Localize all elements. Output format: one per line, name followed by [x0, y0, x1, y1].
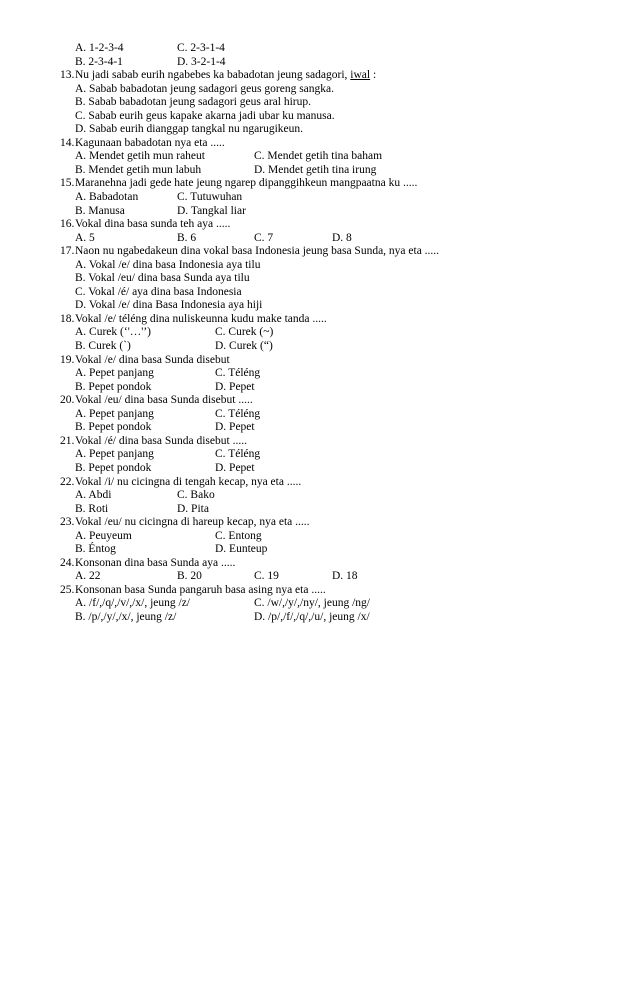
- question-19: [0, 354, 638, 395]
- question-text-main: Nu jadi sabab eurih ngabebes ka babadotan jeung sadagori,: [75, 69, 351, 82]
- answer-option: C. /w/,/y/,/ny/, jeung /ng/: [254, 597, 370, 610]
- answer-option: A. Mendet getih mun raheut: [75, 150, 205, 163]
- answer-option: A. Babadotan: [75, 191, 139, 204]
- answer-option: A. 5: [75, 231, 95, 244]
- question-text-main: Vokal /eu/ dina basa Sunda disebut .....: [75, 394, 253, 407]
- question-number: 14.: [60, 136, 75, 149]
- option-row: [0, 56, 638, 70]
- option-row: [0, 448, 638, 462]
- question-text-end: :: [370, 69, 377, 82]
- option-row: [0, 205, 638, 219]
- answer-option: B. Manusa: [75, 204, 125, 217]
- option-row: [0, 543, 638, 557]
- answer-option: A. Vokal /e/ dina basa Indonesia aya tilu: [75, 258, 261, 271]
- answer-option: D. Tangkal liar: [177, 204, 246, 217]
- question-text: [75, 354, 230, 368]
- question-text: [75, 69, 376, 83]
- question-number: 15.: [60, 177, 75, 190]
- answer-option: C. 7: [254, 231, 274, 244]
- question-16: [0, 218, 638, 245]
- question-17: [0, 245, 638, 313]
- answer-option: B. Roti: [75, 502, 109, 515]
- question-text: [75, 557, 235, 571]
- question-stem: [0, 557, 638, 571]
- question-number: 16.: [60, 218, 75, 231]
- answer-option: C. Téléng: [215, 407, 261, 420]
- question-text: [75, 435, 247, 449]
- question-stem: [0, 516, 638, 530]
- option-row: [0, 110, 638, 124]
- answer-option: A. Sabab babadotan jeung sadagori geus goreng sangka.: [75, 82, 334, 95]
- answer-option: C. Sabab eurih geus kapake akarna jadi ubar ku manusa.: [75, 109, 335, 122]
- question-text-main: Vokal /i/ nu cicingna di tengah kecap, nya eta .....: [75, 475, 302, 488]
- question-text-main: Maranehna jadi gede hate jeung ngarep dipanggihkeun mangpaatna ku .....: [75, 177, 418, 190]
- answer-option: A. 1-2-3-4: [75, 42, 124, 54]
- option-row: [0, 462, 638, 476]
- answer-option: D. /p/,/f/,/q/,/u/, jeung /x/: [254, 610, 370, 623]
- question-25: [0, 584, 638, 625]
- option-row: [0, 191, 638, 205]
- question-stem: [0, 69, 638, 83]
- question-stem: [0, 313, 638, 327]
- question-text: [75, 137, 225, 151]
- question-21: [0, 435, 638, 476]
- option-row: [0, 96, 638, 110]
- question-text: [75, 394, 253, 408]
- answer-option: A. Peuyeum: [75, 529, 132, 542]
- question-text-main: Vokal /e/ dina basa Sunda disebut: [75, 353, 230, 366]
- question-number: 18.: [60, 312, 75, 325]
- question-text: [75, 245, 439, 259]
- question-stem: [0, 218, 638, 232]
- answer-option: D. Eunteup: [215, 543, 268, 556]
- answer-option: C. Vokal /é/ aya dina basa Indonesia: [75, 285, 242, 298]
- answer-option: B. Vokal /eu/ dina basa Sunda aya tilu: [75, 272, 250, 285]
- question-stem: [0, 435, 638, 449]
- answer-option: D. Pepet: [215, 461, 255, 474]
- question-number: 20.: [60, 394, 75, 407]
- answer-option: A. Abdi: [75, 489, 112, 502]
- answer-option: D. Vokal /e/ dina Basa Indonesia aya hiji: [75, 299, 263, 312]
- answer-option: A. Pepet panjang: [75, 448, 154, 461]
- question-number: 25.: [60, 583, 75, 596]
- option-row: [0, 272, 638, 286]
- option-row: [0, 123, 638, 137]
- option-row: [0, 421, 638, 435]
- answer-option: A. Pepet panjang: [75, 407, 154, 420]
- question-18: [0, 313, 638, 354]
- answer-option: A. Curek (‘'…'’): [75, 326, 151, 339]
- answer-option: B. Éntog: [75, 543, 116, 556]
- question-text: [75, 516, 310, 530]
- option-row: [0, 597, 638, 611]
- question-15: [0, 177, 638, 218]
- question-stem: [0, 177, 638, 191]
- option-row: [0, 489, 638, 503]
- question-stem: [0, 584, 638, 598]
- question-number: 21.: [60, 434, 75, 447]
- question-number: 13.: [60, 69, 75, 82]
- answer-option: B. Mendet getih mun labuh: [75, 163, 202, 176]
- answer-option: C. 2-3-1-4: [177, 42, 225, 54]
- question-text: [75, 218, 230, 232]
- question-14: [0, 137, 638, 178]
- option-row: [0, 150, 638, 164]
- question-stem: [0, 137, 638, 151]
- answer-option: D. Sabab eurih dianggap tangkal nu ngarugikeun.: [75, 123, 304, 136]
- question-text-main: Konsonan basa Sunda pangaruh basa asing nya eta .....: [75, 583, 326, 596]
- answer-option: D. Curek (“): [215, 340, 273, 353]
- question-stem: [0, 354, 638, 368]
- answer-option: B. 20: [177, 570, 202, 583]
- question-13: [0, 69, 638, 137]
- question-underlined-word: iwal: [350, 69, 371, 82]
- option-row: [0, 326, 638, 340]
- option-row: [0, 299, 638, 313]
- question-text-main: Naon nu ngabedakeun dina vokal basa Indonesia jeung basa Sunda, nya eta .....: [75, 245, 440, 258]
- answer-option: B. /p/,/y/,/x/, jeung /z/: [75, 610, 177, 623]
- question-text: [75, 177, 417, 191]
- answer-option: B. Sabab babadotan jeung sadagori geus aral hirup.: [75, 96, 312, 109]
- answer-option: A. /f/,/q/,/v/,/x/, jeung /z/: [75, 597, 190, 610]
- option-row: [0, 83, 638, 97]
- question-text-main: Vokal /e/ téléng dina nuliskeunna kudu make tanda .....: [75, 312, 327, 325]
- answer-option: C. 19: [254, 570, 279, 583]
- question-text-main: Vokal /eu/ nu cicingna di hareup kecap, nya eta .....: [75, 516, 310, 529]
- question-text-main: Konsonan dina basa Sunda aya .....: [75, 556, 236, 569]
- answer-option: C. Curek (~): [215, 326, 274, 339]
- question-stem: [0, 245, 638, 259]
- answer-option: C. Bako: [177, 489, 215, 502]
- question-stem: [0, 476, 638, 490]
- question-number: 23.: [60, 516, 75, 529]
- answer-option: D. 18: [332, 570, 358, 583]
- option-row: [0, 570, 638, 584]
- question-text: [75, 584, 326, 598]
- answer-option: B. Pepet pondok: [75, 421, 152, 434]
- question-text-main: Kagunaan babadotan nya eta .....: [75, 136, 225, 149]
- question-text: [75, 313, 327, 327]
- option-row: [0, 42, 638, 56]
- option-row: [0, 381, 638, 395]
- answer-option: C. Entong: [215, 529, 262, 542]
- question-stem: [0, 394, 638, 408]
- option-row: [0, 503, 638, 517]
- option-row: [0, 164, 638, 178]
- option-row: [0, 286, 638, 300]
- question-23: [0, 516, 638, 557]
- answer-option: C. Tutuwuhan: [177, 191, 243, 204]
- option-row: [0, 408, 638, 422]
- document-page: [0, 42, 638, 625]
- answer-option: B. 2-3-4-1: [75, 55, 123, 68]
- answer-option: A. Pepet panjang: [75, 367, 154, 380]
- answer-option: B. Pepet pondok: [75, 380, 152, 393]
- answer-option: C. Téléng: [215, 367, 261, 380]
- question-20: [0, 394, 638, 435]
- answer-option: B. 6: [177, 231, 197, 244]
- question-number: 17.: [60, 245, 75, 258]
- option-row: [0, 259, 638, 273]
- question-22: [0, 476, 638, 517]
- answer-option: D. Pepet: [215, 380, 255, 393]
- question-text: [75, 476, 301, 490]
- answer-option: D. 8: [332, 231, 352, 244]
- option-row: [0, 611, 638, 625]
- option-row: [0, 367, 638, 381]
- answer-option: B. Curek (`): [75, 340, 131, 353]
- answer-option: D. 3-2-1-4: [177, 55, 226, 68]
- question-text-main: Vokal /é/ dina basa Sunda disebut .....: [75, 434, 247, 447]
- option-row: [0, 232, 638, 246]
- answer-option: D. Pita: [177, 502, 209, 515]
- question-24: [0, 557, 638, 584]
- option-row: [0, 530, 638, 544]
- option-row: [0, 340, 638, 354]
- answer-option: D. Pepet: [215, 421, 255, 434]
- answer-option: A. 22: [75, 570, 101, 583]
- question-number: 24.: [60, 556, 75, 569]
- question-number: 19.: [60, 353, 75, 366]
- answer-option: C. Téléng: [215, 448, 261, 461]
- answer-option: B. Pepet pondok: [75, 461, 152, 474]
- question-number: 22.: [60, 475, 75, 488]
- answer-option: D. Mendet getih tina irung: [254, 163, 377, 176]
- question-text-main: Vokal dina basa sunda teh aya .....: [75, 218, 231, 231]
- answer-option: C. Mendet getih tina baham: [254, 150, 383, 163]
